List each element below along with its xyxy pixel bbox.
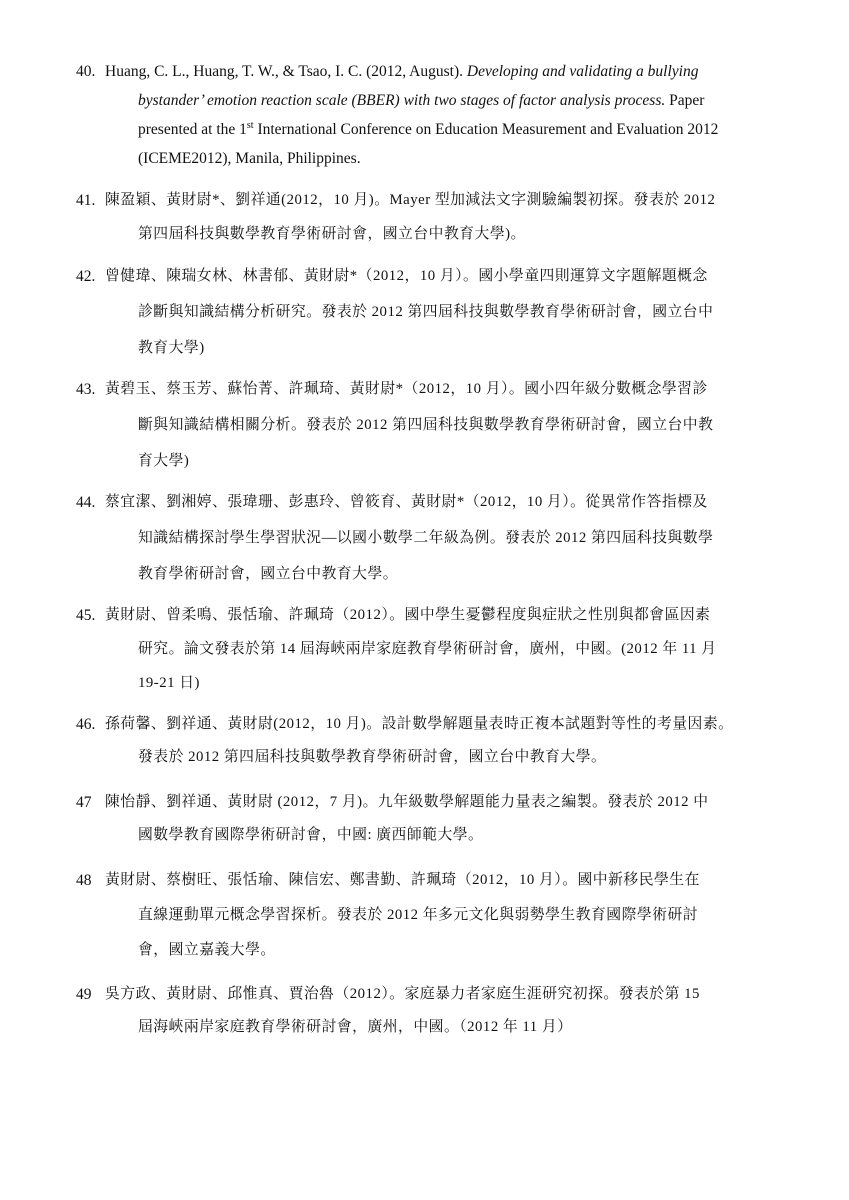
reference-number: 47: [76, 794, 92, 811]
reference-number: 46.: [76, 716, 96, 733]
reference-line: 黃財尉、蔡樹旺、張恬瑜、陳信宏、鄭書勤、許珮琦（2012，10 月）。國中新移民學生在: [105, 872, 700, 888]
reference-line: 黃財尉、曾柔鳴、張恬瑜、許珮琦（2012）。國中學生憂鬱程度與症狀之性別與都會區因素: [105, 607, 711, 623]
reference-line: 會，國立嘉義大學。: [138, 942, 276, 958]
ordinal-suffix: st: [246, 119, 254, 131]
reference-line: 教育學術研討會，國立台中教育大學。: [138, 566, 399, 582]
reference-line: 第四屆科技與數學教育學術研討會，國立台中教育大學)。: [138, 226, 526, 242]
reference-number: 41.: [76, 192, 96, 209]
reference-line: (ICEME2012), Manila, Philippines.: [138, 150, 361, 167]
reference-number: 42.: [76, 268, 96, 285]
reference-number: 44.: [76, 494, 96, 511]
reference-number: 40.: [76, 63, 96, 80]
reference-line: 陳盈穎、黃財尉*、劉祥通(2012，10 月)。Mayer 型加減法文字測驗編製初探。發表於 2012: [105, 192, 716, 208]
reference-number: 45.: [76, 607, 96, 624]
reference-title: bystander’ emotion reaction scale (BBER) with two stages of factor analysis process.: [138, 92, 666, 109]
reference-line: 19-21 日): [138, 675, 200, 691]
reference-line: 研究。論文發表於第 14 屆海峽兩岸家庭教育學術研討會，廣州，中國。(2012 年 11 月: [138, 641, 717, 657]
reference-line: 直線運動單元概念學習探析。發表於 2012 年多元文化與弱勢學生教育國際學術研討: [138, 907, 699, 923]
reference-line: Huang, C. L., Huang, T. W., & Tsao, I. C. (2012, August). Developing and validating a bullying: [105, 63, 699, 80]
reference-line: 發表於 2012 第四屆科技與數學教育學術研討會，國立台中教育大學。: [138, 749, 607, 765]
reference-line: 孫荷馨、劉祥通、黃財尉(2012，10 月)。設計數學解題量表時正複本試題對等性的考量因素。: [105, 716, 734, 732]
reference-line: 知識結構探討學生學習狀況—以國小數學二年級為例。發表於 2012 第四屆科技與數學: [138, 530, 714, 546]
reference-line: presented at the 1st International Conference on Education Measurement and Evaluation 2012: [138, 119, 719, 138]
reference-number: 43.: [76, 381, 96, 398]
reference-number: 48: [76, 872, 92, 889]
reference-line: 屆海峽兩岸家庭教育學術研討會，廣州，中國。（2012 年 11 月）: [138, 1019, 573, 1035]
reference-line: 育大學): [138, 453, 190, 469]
reference-line: 國數學教育國際學術研討會，中國: 廣西師範大學。: [138, 827, 484, 843]
reference-number: 49: [76, 986, 92, 1003]
reference-line: 黃碧玉、蔡玉芳、蘇怡菁、許珮琦、黃財尉*（2012，10 月）。國小四年級分數概念學習診: [105, 381, 708, 397]
reference-line: 吳方政、黃財尉、邱惟真、賈治魯（2012）。家庭暴力者家庭生涯研究初探。發表於第 15: [105, 986, 700, 1002]
reference-line: 教育大學): [138, 340, 205, 356]
reference-title: Developing and validating a bullying: [466, 63, 699, 80]
reference-line: 蔡宜潔、劉湘婷、張瑋珊、彭惠玲、曾筱育、黃財尉*（2012，10 月）。從異常作答指標及: [105, 494, 708, 510]
reference-line: 曾健瑋、陳瑞女林、林書郁、黃財尉*（2012，10 月）。國小學童四則運算文字題解題概念: [105, 268, 708, 284]
reference-line: 診斷與知識結構分析研究。發表於 2012 第四屆科技與數學教育學術研討會，國立台中: [138, 304, 714, 320]
reference-line: 斷與知識結構相關分析。發表於 2012 第四屆科技與數學教育學術研討會，國立台中教: [138, 417, 714, 433]
reference-line: bystander’ emotion reaction scale (BBER) with two stages of factor analysis process. Paper: [138, 92, 705, 109]
reference-line: 陳怡靜、劉祥通、黃財尉 (2012，7 月)。九年級數學解題能力量表之編製。發表於 2012 中: [105, 794, 709, 810]
